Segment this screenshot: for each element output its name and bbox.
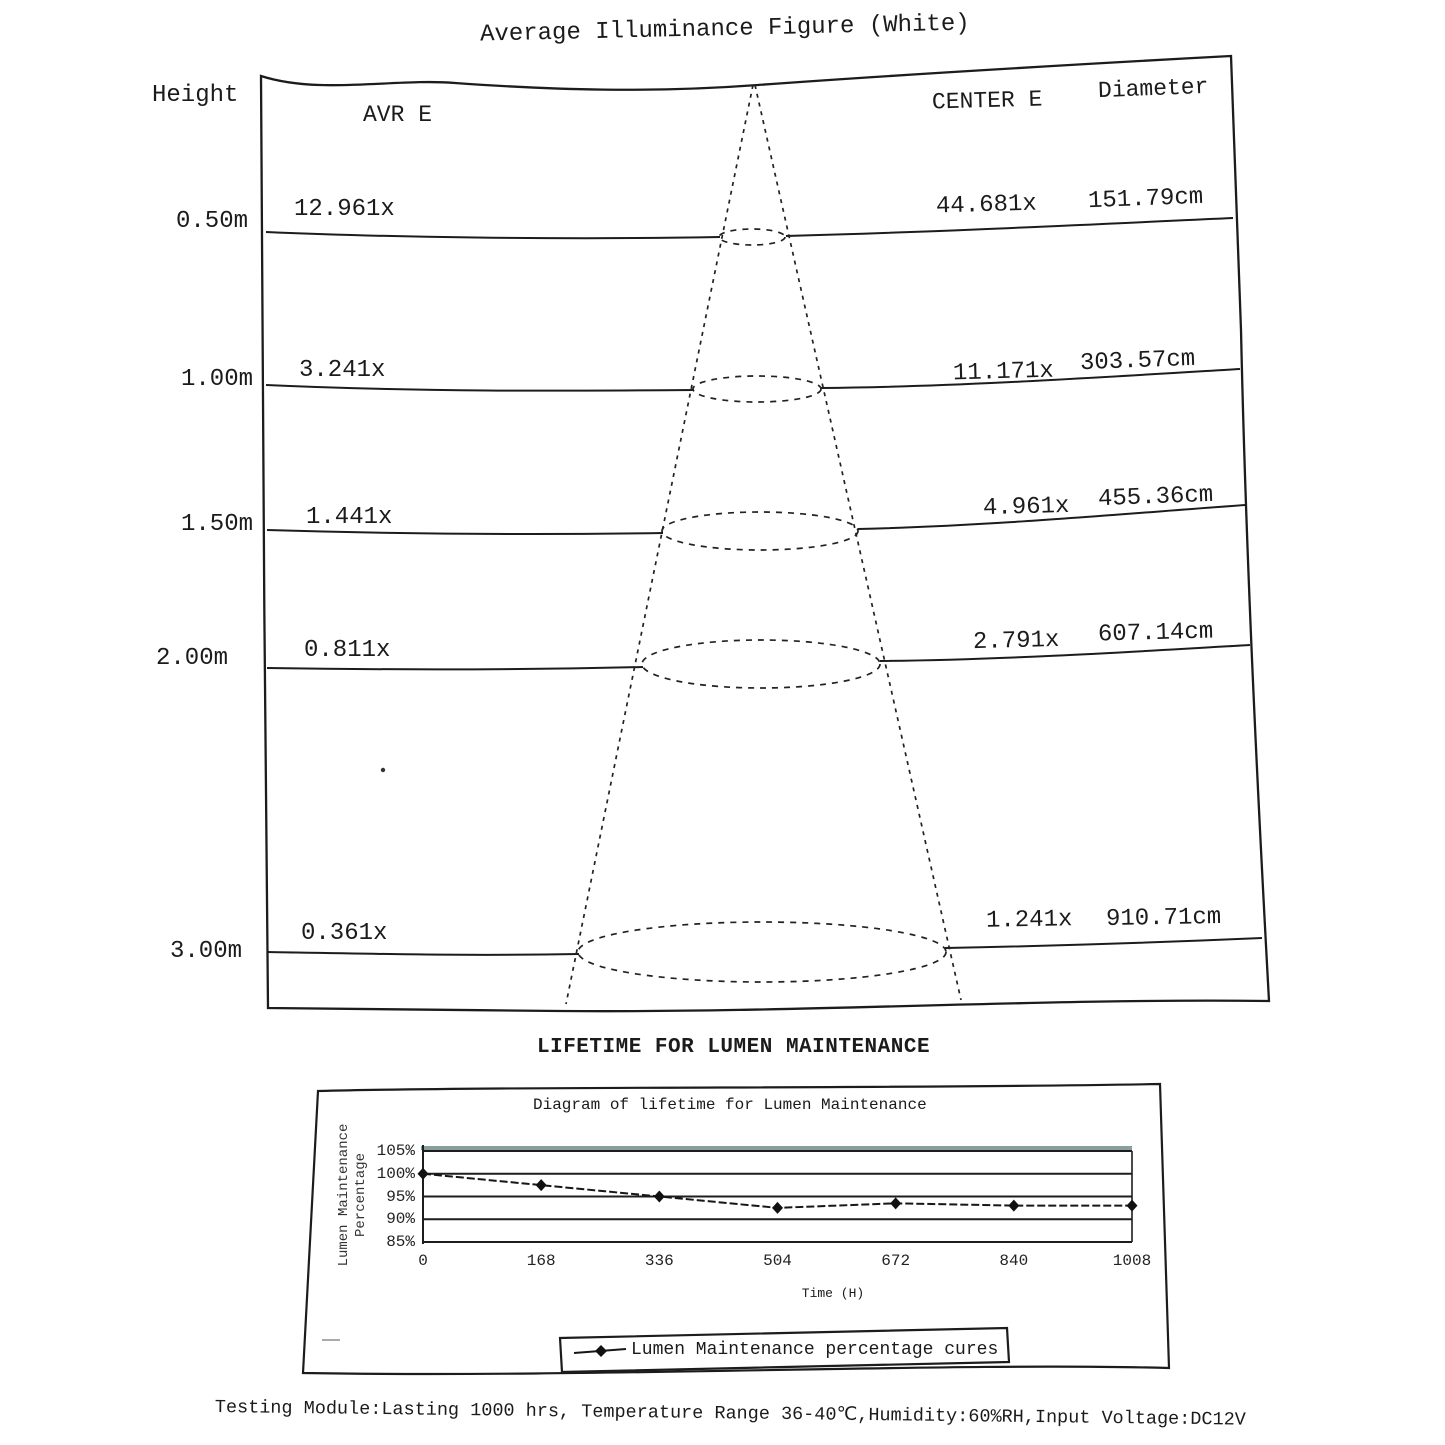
lumen-chart-plot	[418, 1145, 1138, 1244]
y-tick-label: 105%	[376, 1142, 415, 1160]
lumen-series-marker	[536, 1179, 547, 1191]
diameter-value: 151.79cm	[1087, 183, 1204, 216]
avr-e-value: 12.961x	[294, 196, 395, 223]
avr-e-value: 0.811x	[304, 637, 391, 664]
x-tick-label: 1008	[1112, 1252, 1152, 1270]
diameter-value: 303.57cm	[1079, 345, 1196, 378]
lumen-chart-frame	[303, 1084, 1169, 1374]
lumen-chart-title: Diagram of lifetime for Lumen Maintenance	[533, 1096, 927, 1114]
height-label: 3.00m	[170, 938, 243, 965]
x-tick-label: 672	[881, 1252, 911, 1270]
lumen-series-marker	[654, 1191, 665, 1203]
center-e-value: 1.241x	[985, 906, 1073, 935]
lumen-series-marker	[890, 1197, 901, 1209]
y-axis-title-line1: Lumen Maintenance	[336, 1123, 352, 1267]
scan-speck	[381, 768, 385, 772]
avr-e-value: 0.361x	[301, 920, 388, 947]
diameter-value: 455.36cm	[1097, 481, 1214, 514]
center-e-value: 11.171x	[952, 357, 1055, 388]
beam-ellipses	[578, 229, 946, 982]
column-header-center-e: CENTER E	[931, 86, 1043, 116]
y-tick-label: 90%	[386, 1210, 415, 1229]
y-tick-label: 100%	[376, 1164, 415, 1183]
center-e-value: 2.791x	[972, 626, 1060, 657]
x-axis-title: Time (H)	[801, 1286, 865, 1301]
x-tick-label: 336	[644, 1252, 674, 1270]
y-tick-label: 85%	[386, 1233, 415, 1251]
x-tick-label: 840	[999, 1252, 1029, 1270]
column-header-height: Height	[152, 82, 239, 109]
lumen-series-marker	[772, 1202, 783, 1214]
height-row-lines	[266, 218, 1262, 955]
lumen-series-marker	[1127, 1200, 1138, 1212]
x-tick-label: 168	[526, 1252, 556, 1270]
lifetime-section-heading: LIFETIME FOR LUMEN MAINTENANCE	[537, 1036, 931, 1059]
height-label: 1.00m	[181, 366, 254, 393]
y-axis-title-line2: Percentage	[353, 1153, 369, 1238]
height-label: 0.50m	[176, 208, 249, 235]
avr-e-value: 3.241x	[299, 357, 386, 384]
figure-title: Average Illuminance Figure (White)	[479, 10, 970, 49]
height-label: 2.00m	[156, 645, 229, 672]
testing-conditions-footer: Testing Module:Lasting 1000 hrs, Temperature Range 36-40℃,Humidity:60%RH,Input Voltage:DC12V	[214, 1396, 1246, 1431]
center-e-value: 44.681x	[935, 190, 1038, 221]
diameter-value: 910.71cm	[1105, 903, 1222, 934]
light-cone	[566, 85, 961, 1004]
diameter-value: 607.14cm	[1097, 618, 1214, 649]
column-header-avr-e: AVR E	[363, 102, 433, 128]
legend-label: Lumen Maintenance percentage cures	[631, 1340, 999, 1360]
center-e-value: 4.961x	[982, 492, 1070, 523]
column-header-diameter: Diameter	[1097, 73, 1209, 105]
x-tick-label: 0	[418, 1252, 428, 1270]
x-tick-label: 504	[763, 1252, 792, 1270]
y-tick-label: 95%	[386, 1187, 415, 1206]
lumen-series-marker	[418, 1168, 429, 1180]
avr-e-value: 1.441x	[306, 504, 393, 531]
height-label: 1.50m	[181, 511, 254, 538]
legend-marker-icon	[574, 1345, 626, 1357]
lumen-series-marker	[1008, 1200, 1019, 1212]
